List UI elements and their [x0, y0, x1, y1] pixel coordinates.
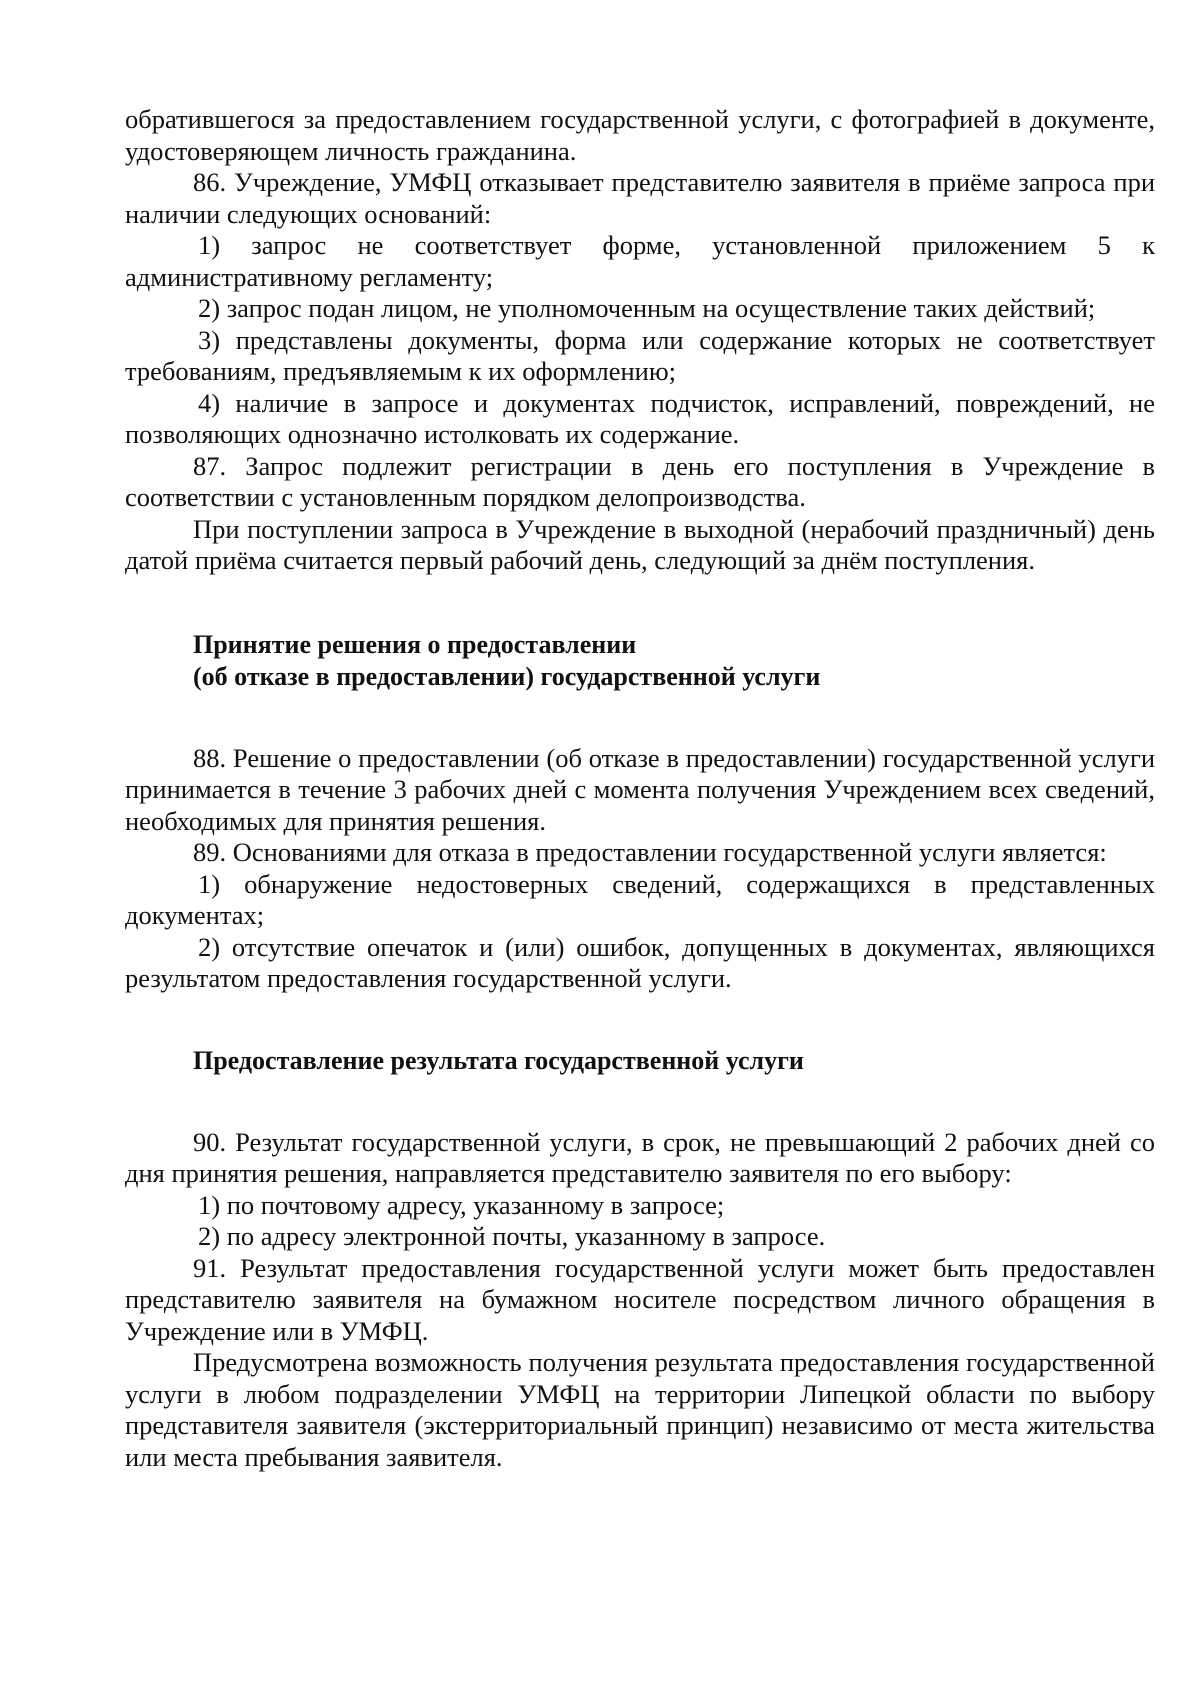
paragraph-90-item-1: 1) по почтовому адресу, указанному в запросе; [198, 1189, 725, 1220]
paragraph-86: 86. Учреждение, УМФЦ отказывает представителю заявителя в приёме запроса при наличии следующих оснований: [125, 167, 1155, 229]
paragraph-86-item-4: 4) наличие в запросе и документах подчисток, исправлений, повреждений, не позволяющих однозначно истолковать их содержание. [125, 387, 1155, 449]
paragraph-91-note: Предусмотрена возможность получения результата предоставления государственной услуги в любом подразделении УМФЦ на территории Липецкой области по выбору представителя заявителя (экстерриториальный принцип) независимо от места жительства или места пребывания заявителя. [125, 1347, 1155, 1472]
paragraph-88: 88. Решение о предоставлении (об отказе в предоставлении) государственной услуги принимается в течение 3 рабочих дней с момента получения Учреждением всех сведений, необходимых для принятия решения. [125, 742, 1155, 836]
paragraph-91: 91. Результат предоставления государственной услуги может быть предоставлен представителю заявителя на бумажном носителе посредством личного обращения в Учреждение или в УМФЦ. [125, 1252, 1155, 1346]
section-heading-decision [125, 577, 1155, 743]
paragraph-continuation: обратившегося за предоставлением государственной услуги, с фотографией в документе, удостоверяющем личность гражданина. [125, 104, 1155, 166]
paragraph-87: 87. Запрос подлежит регистрации в день его поступления в Учреждение в соответствии с установленным порядком делопроизводства. [125, 450, 1155, 512]
paragraph-89-item-2: 2) отсутствие опечаток и (или) ошибок, допущенных в документах, являющихся результатом предоставления государственной услуги. [125, 931, 1155, 993]
paragraph-89: 89. Основаниями для отказа в предоставлении государственной услуги является: [193, 837, 1107, 867]
section-heading-result [125, 995, 1155, 1127]
paragraph-86-item-2: 2) запрос подан лицом, не уполномоченным на осуществление таких действий; [198, 293, 1096, 323]
paragraph-86-item-1: 1) запрос не соответствует форме, установленной приложением 5 к административному регламенту; [125, 230, 1155, 292]
paragraph-89-item-1: 1) обнаружение недостоверных сведений, содержащихся в представленных документах; [125, 868, 1155, 930]
document-body [125, 104, 1155, 1473]
paragraph-90-item-2: 2) по адресу электронной почты, указанному в запросе. [198, 1221, 826, 1251]
section-heading-result-text: Предоставление результата государственной услуги [193, 1045, 804, 1075]
section-heading-decision-line-1: Принятие решения о предоставлении [193, 629, 637, 659]
paragraph-86-item-3: 3) представлены документы, форма или содержание которых не соответствует требованиям, предъявляемым к их оформлению; [125, 324, 1155, 386]
paragraph-90: 90. Результат государственной услуги, в срок, не превышающий 2 рабочих дней со дня принятия решения, направляется представителю заявителя по его выбору: [125, 1126, 1155, 1188]
section-heading-decision-line-2: (об отказе в предоставлении) государственной услуги [193, 661, 821, 691]
paragraph-87-note: При поступлении запроса в Учреждение в выходной (нерабочий праздничный) день датой приёма считается первый рабочий день, следующий за днём поступления. [125, 513, 1155, 575]
